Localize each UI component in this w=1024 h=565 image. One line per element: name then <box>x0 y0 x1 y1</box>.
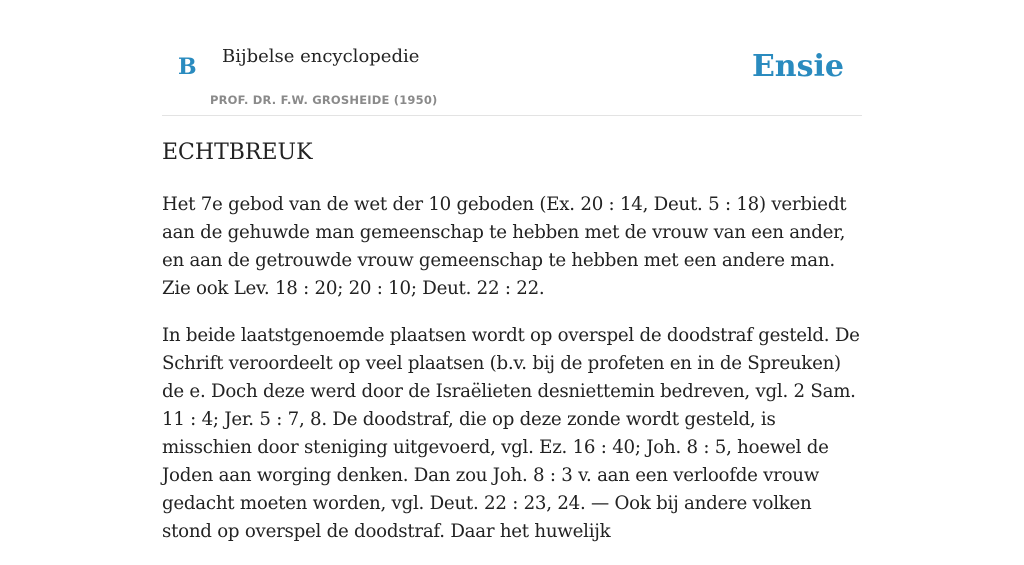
ensie-logo-link[interactable]: Ensie <box>751 49 844 84</box>
encyclopedia-title-link[interactable]: Bijbelse encyclopedie <box>222 46 420 67</box>
article-body <box>162 191 862 565</box>
header <box>162 0 862 116</box>
author-credit: PROF. DR. F.W. GROSHEIDE (1950) <box>210 93 438 107</box>
article-title: ECHTBREUK <box>162 140 313 165</box>
page <box>162 0 862 542</box>
article-paragraph: Het 7e gebod van de wet der 10 geboden (Ex. 20 : 14, Deut. 5 : 18) verbiedt aan de gehuwde man gemeenschap te hebben met de vrouw van een ander, en aan de getrouwde vrouw gemeenschap te hebben met een andere man. Zie ook Lev. 18 : 20; 20 : 10; Deut. 22 : 22. <box>162 194 847 299</box>
article-paragraph: In beide laatstgenoemde plaatsen wordt op overspel de doodstraf gesteld. De Schrift veroordeelt op veel plaatsen (b.v. bij de profeten en in de Spreuken) de e. Doch deze werd door de Israëlieten desniettemin bedreven, vgl. 2 Sam. 11 : 4; Jer. 5 : 7, 8. De doodstraf, die op deze zonde wordt gesteld, is misschien door steniging uitgevoerd, vgl. Ez. 16 : 40; Joh. 8 : 5, hoewel de Joden aan worging denken. Dan zou Joh. 8 : 3 v. aan een verloofde vrouw gedacht moeten worden, vgl. Deut. 22 : 23, 24. — Ook bij andere volken stond op overspel de doodstraf. Daar het huwelijk <box>162 325 860 542</box>
encyclopedia-logo-icon[interactable]: B <box>178 54 197 80</box>
